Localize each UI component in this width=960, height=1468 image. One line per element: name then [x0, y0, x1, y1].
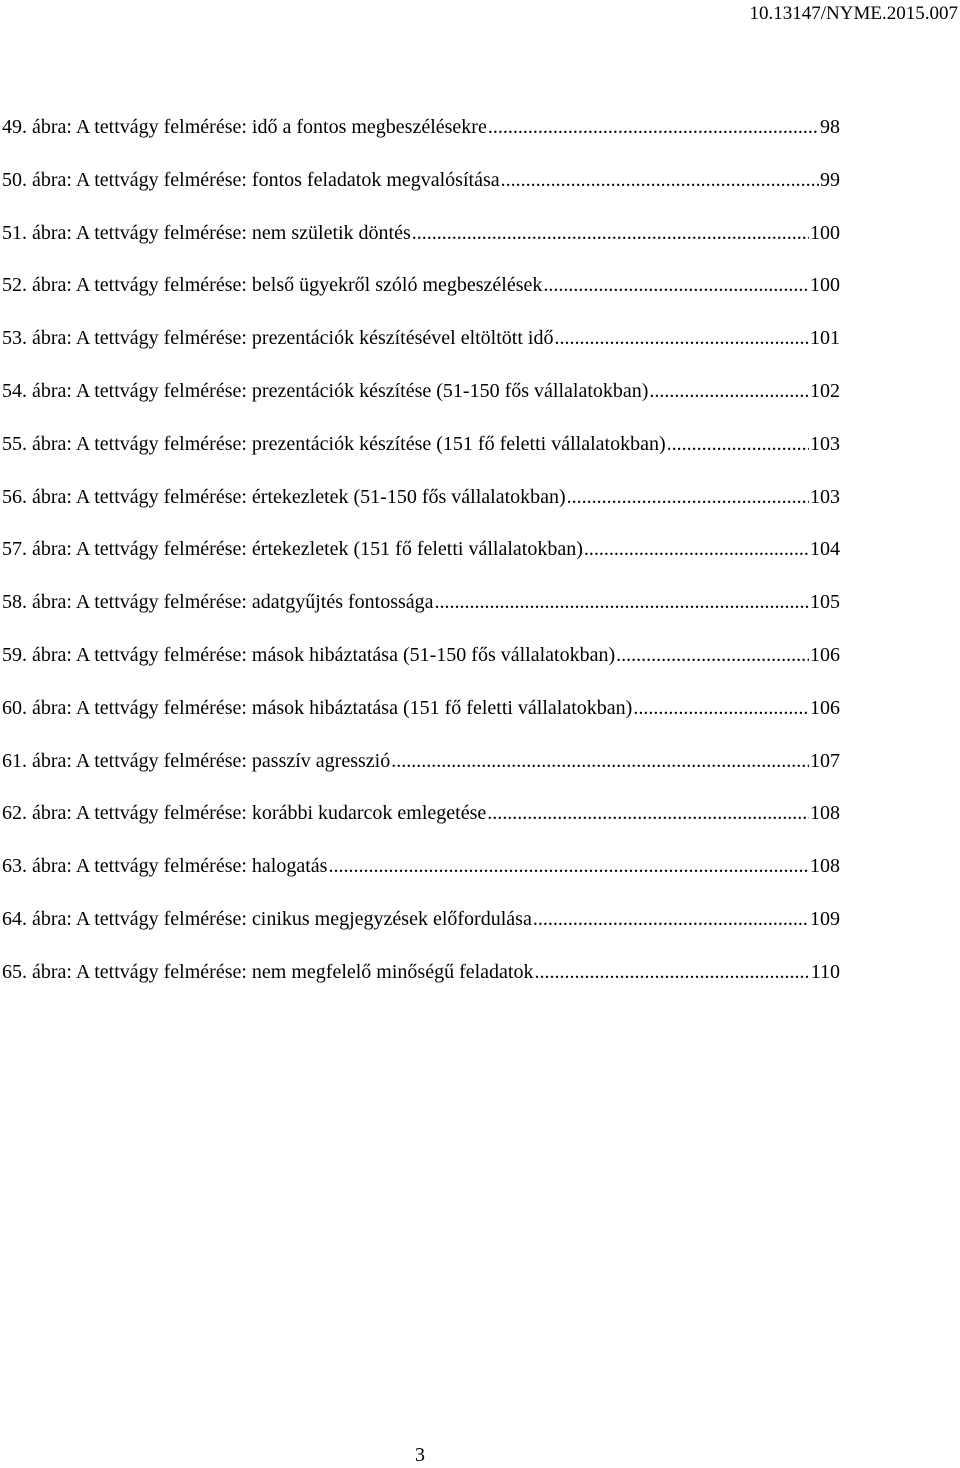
toc-entry-page: 103 [810, 432, 840, 455]
toc-entry-title: 51. ábra: A tettvágy felmérése: nem születik döntés [2, 221, 411, 244]
toc-entry[interactable] [2, 589, 840, 642]
toc-entry-page: 101 [810, 327, 840, 350]
toc-entry-page: 102 [810, 379, 840, 402]
toc-entry[interactable] [2, 695, 840, 748]
toc-entry[interactable] [2, 748, 840, 801]
toc-entry-page: 106 [810, 643, 840, 666]
toc-entry[interactable] [2, 800, 840, 853]
toc-entry[interactable] [2, 853, 840, 906]
dot-leader [328, 853, 809, 879]
dot-leader [633, 695, 809, 721]
doi-identifier: 10.13147/NYME.2015.007 [749, 3, 958, 24]
dot-leader [533, 906, 809, 932]
toc-entry[interactable] [2, 906, 840, 959]
toc-entry[interactable] [2, 431, 840, 484]
toc-entry-title: 58. ábra: A tettvágy felmérése: adatgyűjtés fontossága [2, 591, 434, 614]
toc-entry-page: 98 [820, 116, 840, 138]
toc-entry[interactable] [2, 220, 840, 273]
toc-entry-page: 107 [810, 749, 840, 772]
toc-entry[interactable] [2, 272, 840, 325]
toc-entry-title: 63. ábra: A tettvágy felmérése: halogatás [2, 855, 328, 878]
toc-entry-page: 108 [810, 802, 840, 825]
toc-entry-title: 65. ábra: A tettvágy felmérése: nem megfelelő minőségű feladatok [2, 960, 534, 983]
toc-entry-page: 105 [810, 591, 840, 614]
toc-entry-title: 53. ábra: A tettvágy felmérése: prezentációk készítésével eltöltött idő [2, 327, 554, 350]
dot-leader [649, 378, 809, 404]
dot-leader [667, 431, 809, 457]
toc-entry-title: 57. ábra: A tettvágy felmérése: értekezletek (151 fő feletti vállalatokban) [2, 538, 583, 561]
dot-leader [554, 325, 809, 351]
toc-entry-page: 106 [810, 696, 840, 719]
toc-entry[interactable] [2, 114, 840, 167]
dot-leader [487, 800, 809, 826]
dot-leader [488, 114, 819, 140]
list-of-figures [2, 114, 840, 1012]
dot-leader [567, 484, 809, 510]
toc-entry-page: 104 [810, 538, 840, 561]
toc-entry-page: 100 [810, 274, 840, 297]
toc-entry-page: 100 [810, 221, 840, 244]
toc-entry-title: 60. ábra: A tettvágy felmérése: mások hibáztatása (151 fő feletti vállalatokban) [2, 696, 633, 719]
toc-entry-page: 108 [810, 855, 840, 878]
dot-leader [435, 589, 809, 615]
dot-leader [412, 220, 809, 246]
toc-entry[interactable] [2, 167, 840, 220]
toc-entry-title: 54. ábra: A tettvágy felmérése: prezentációk készítése (51-150 fős vállalatokban) [2, 379, 649, 402]
toc-entry[interactable] [2, 378, 840, 431]
toc-entry-title: 49. ábra: A tettvágy felmérése: idő a fontos megbeszélésekre [2, 116, 487, 138]
toc-entry[interactable] [2, 959, 840, 1012]
toc-entry-page: 109 [810, 907, 840, 930]
toc-entry-title: 52. ábra: A tettvágy felmérése: belső ügyekről szóló megbeszélések [2, 274, 543, 297]
dot-leader [543, 272, 809, 298]
dot-leader [584, 536, 809, 562]
toc-entry-title: 61. ábra: A tettvágy felmérése: passzív agresszió [2, 749, 391, 772]
page-number: 3 [415, 1444, 425, 1466]
toc-entry[interactable] [2, 536, 840, 589]
toc-entry-page: 103 [810, 485, 840, 508]
toc-entry[interactable] [2, 642, 840, 695]
dot-leader [534, 959, 809, 985]
toc-entry-title: 62. ábra: A tettvágy felmérése: korábbi kudarcok emlegetése [2, 802, 487, 825]
toc-entry[interactable] [2, 484, 840, 537]
toc-entry-page: 110 [810, 960, 840, 983]
toc-entry-page: 99 [820, 168, 840, 191]
toc-entry-title: 50. ábra: A tettvágy felmérése: fontos feladatok megvalósítása [2, 168, 500, 191]
dot-leader [501, 167, 819, 193]
toc-entry[interactable] [2, 325, 840, 378]
toc-entry-title: 64. ábra: A tettvágy felmérése: cinikus megjegyzések előfordulása [2, 907, 532, 930]
toc-entry-title: 55. ábra: A tettvágy felmérése: prezentációk készítése (151 fő feletti vállalatokban) [2, 432, 666, 455]
toc-entry-title: 56. ábra: A tettvágy felmérése: értekezletek (51-150 fős vállalatokban) [2, 485, 566, 508]
toc-entry-title: 59. ábra: A tettvágy felmérése: mások hibáztatása (51-150 fős vállalatokban) [2, 643, 616, 666]
dot-leader [391, 748, 809, 774]
dot-leader [616, 642, 809, 668]
